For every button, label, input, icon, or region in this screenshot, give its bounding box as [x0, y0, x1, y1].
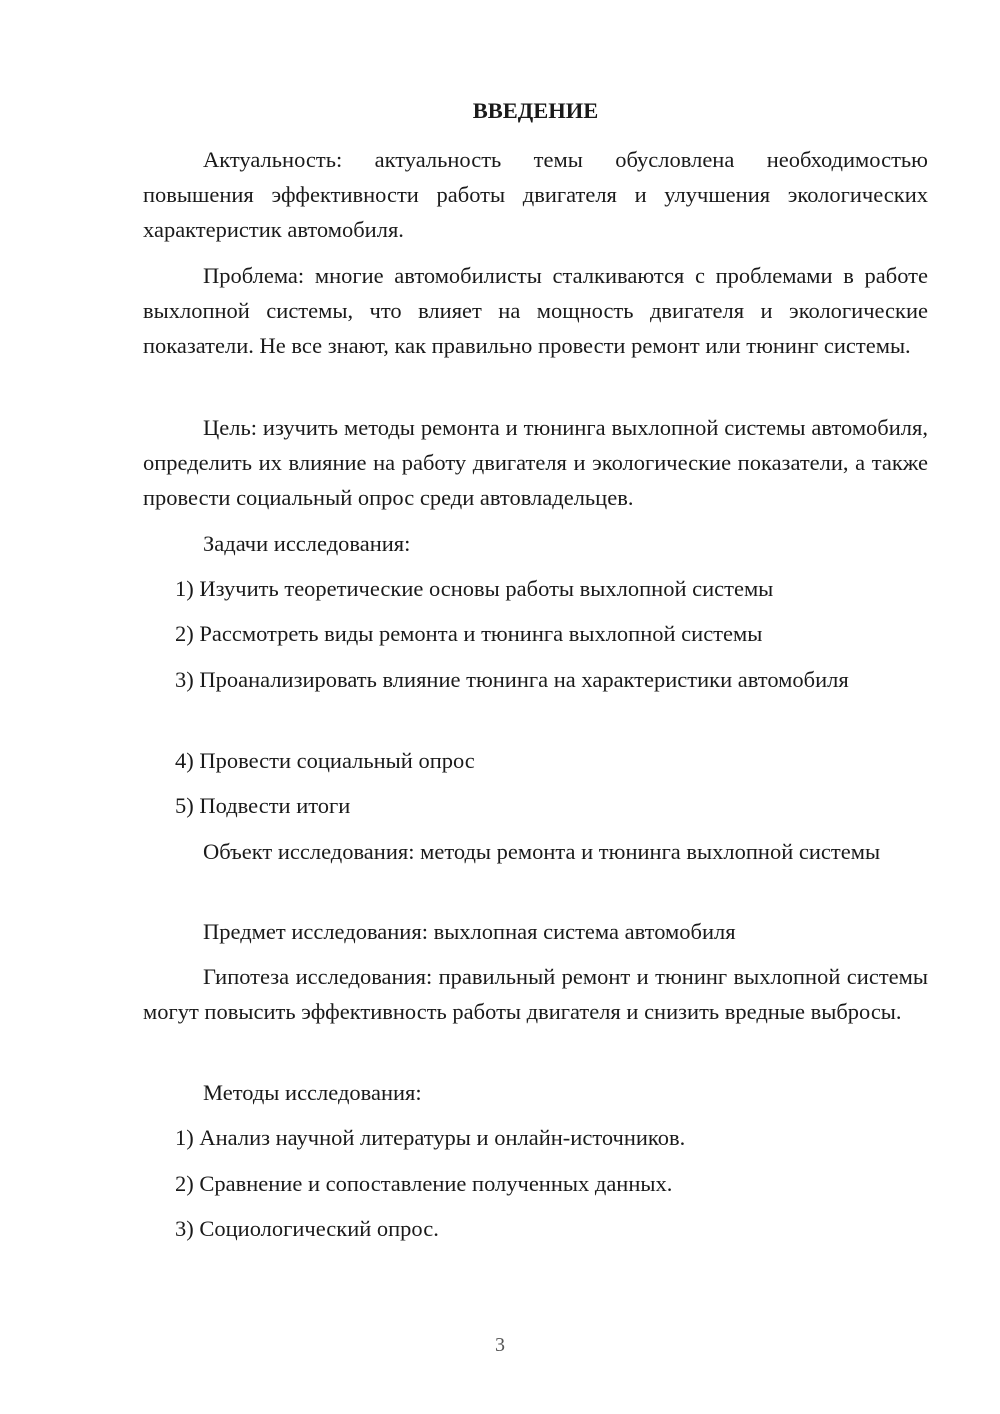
section-title: ВВЕДЕНИЕ — [472, 98, 599, 123]
relevance-paragraph: Актуальность: актуальность темы обусловлена необходимостью повышения эффективности работы двигателя и улучшения экологических характеристик автомобиля. — [143, 147, 928, 242]
subject-paragraph: Предмет исследования: выхлопная система автомобиля — [203, 919, 736, 944]
task-item: 4) Провести социальный опрос — [175, 748, 475, 773]
page-number: 3 — [495, 1334, 505, 1356]
methods-heading: Методы исследования: — [203, 1080, 422, 1105]
method-item: 1) Анализ научной литературы и онлайн-источников. — [175, 1125, 686, 1150]
task-item: 2) Рассмотреть виды ремонта и тюнинга выхлопной системы — [175, 621, 763, 646]
task-item: 3) Проанализировать влияние тюнинга на характеристики автомобиля — [175, 667, 849, 692]
task-item: 5) Подвести итоги — [175, 793, 351, 818]
problem-paragraph: Проблема: многие автомобилисты сталкиваются с проблемами в работе выхлопной системы, что влияет на мощность двигателя и экологические показатели. Не все знают, как правильно провести ремонт или тюнинг системы. — [143, 263, 928, 358]
object-paragraph: Объект исследования: методы ремонта и тюнинга выхлопной системы — [203, 839, 881, 864]
method-item: 2) Сравнение и сопоставление полученных данных. — [175, 1171, 673, 1196]
hypothesis-paragraph: Гипотеза исследования: правильный ремонт и тюнинг выхлопной системы могут повысить эффективность работы двигателя и снизить вредные выбросы. — [143, 964, 928, 1024]
method-item: 3) Социологический опрос. — [175, 1216, 439, 1241]
tasks-heading: Задачи исследования: — [203, 531, 411, 556]
task-item: 1) Изучить теоретические основы работы выхлопной системы — [175, 576, 774, 601]
goal-paragraph: Цель: изучить методы ремонта и тюнинга выхлопной системы автомобиля, определить их влияние на работу двигателя и экологические показатели, а также провести социальный опрос среди автовладельцев. — [143, 415, 928, 510]
